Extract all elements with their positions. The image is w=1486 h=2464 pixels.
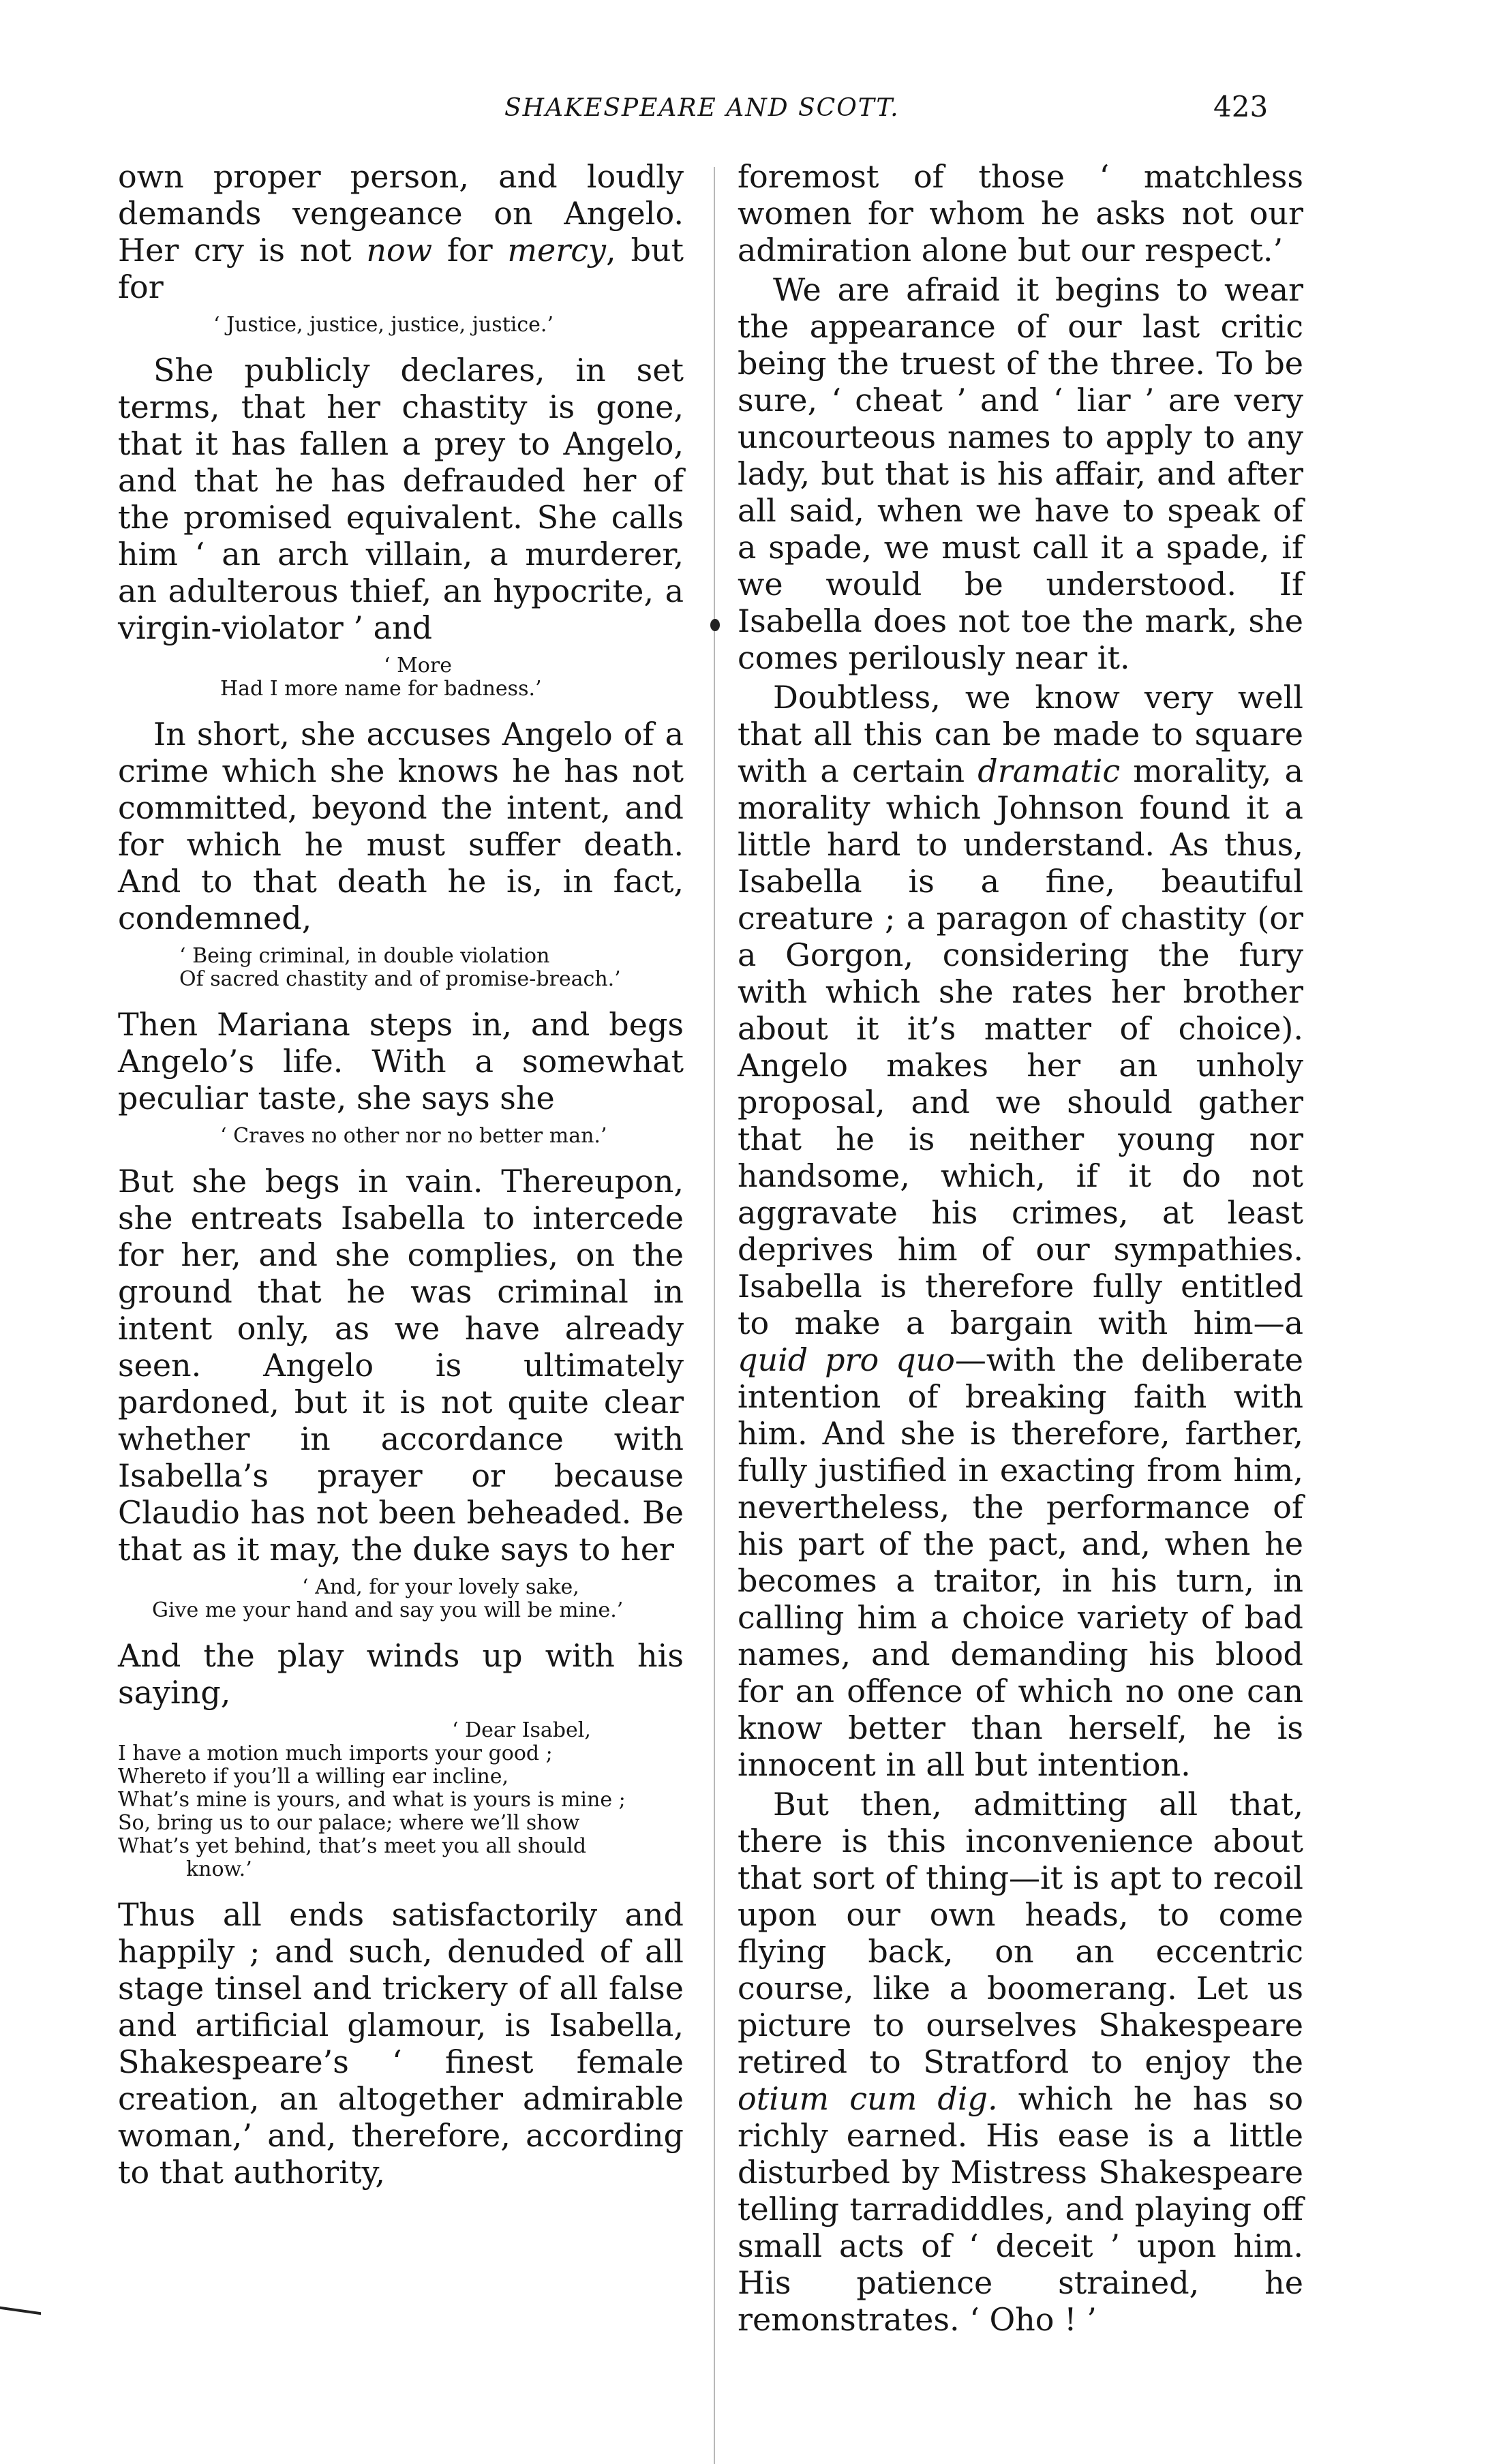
block-quote: ‘ And, for your lovely sake, Give me your hand and say you will be mine.’ [152, 1575, 624, 1622]
paragraph: We are afraid it begins to wear the appearance of our last critic being the truest of the three. To be sure, ‘ cheat ’ and ‘ liar ’ are very uncourteous names to apply to any lady, but that is his affair, and after all said, when we have to speak of a spade, we must call it a spade, if we would be understood. If Isabella does not toe the mark, she comes perilously near it. [738, 271, 1303, 676]
paragraph: Doubtless, we know very well that all this can be made to square with a certain dramatic morality, a morality which Johnson found it a little hard to understand. As thus, Isabella is a fine, beautiful creature ; a paragon of chastity (or a Gorgon, considering the fury with which she rates her brother about it it’s matter of choice). Angelo makes her an unholy proposal, and we should gather that he is neither young nor handsome, which, if it do not aggravate his crimes, at least deprives him of our sympathies. Isabella is therefore fully entitled to make a bargain with him—a quid pro quo—with the deliberate intention of breaking faith with him. And she is therefore, farther, fully justified in exacting from him, nevertheless, the performance of his part of the pact, and, when he becomes a traitor, in his turn, in calling him a choice variety of bad names, and demanding his blood for an offence of which no one can know better than herself, he is innocent in all but intention. [738, 679, 1303, 1783]
ink-mark [710, 619, 720, 631]
paragraph: own proper person, and loudly demands vengeance on Angelo. Her cry is not now for mercy, but for [118, 158, 684, 305]
page-corner-mark [0, 2300, 41, 2315]
paragraph: But she begs in vain. Thereupon, she entreats Isabella to intercede for her, and she complies, on the ground that he was criminal in intent only, as we have already seen. Angelo is ultimately pardoned, but it is not quite clear whether in accordance with Isabella’s prayer or because Claudio has not been beheaded. Be that as it may, the duke says to her [118, 1163, 684, 1568]
paragraph: foremost of those ‘ matchless women for whom he asks not our admiration alone but our respect.’ [738, 158, 1303, 269]
paragraph: Then Mariana steps in, and begs Angelo’s life. With a somewhat peculiar taste, she says she [118, 1006, 684, 1116]
paragraph: But then, admitting all that, there is this inconvenience about that sort of thing—it is apt to recoil upon our own heads, to come flying back, on an eccentric course, like a boomerang. Let us picture to ourselves Shakespeare retired to Stratford to enjoy the otium cum dig. which he has so richly earned. His ease is a little disturbed by Mistress Shakespeare telling tarradiddles, and playing off small acts of ‘ deceit ’ upon him. His patience strained, he remonstrates. ‘ Oho ! ’ [738, 1786, 1303, 2338]
block-quote: ‘ Craves no other nor no better man.’ [220, 1124, 607, 1148]
block-quote: ‘ More Had I more name for badness.’ [220, 654, 542, 701]
page-number: 423 [1213, 90, 1269, 123]
paragraph: In short, she accuses Angelo of a crime which she knows he has not committed, beyond the intent, and for which he must suffer death. And to that death he is, in fact, condemned, [118, 716, 684, 937]
block-quote: ‘ Justice, justice, justice, justice.’ [213, 313, 554, 337]
paragraph: She publicly declares, in set terms, that her chastity is gone, that it has fallen a prey to Angelo, and that he has defrauded her of the promised equivalent. She calls him ‘ an arch villain, a murderer, an adulterous thief, an hypocrite, a virgin-violator ’ and [118, 352, 684, 646]
running-title: SHAKESPEARE AND SCOTT. [504, 94, 900, 122]
column-divider [714, 167, 715, 2464]
paragraph: Thus all ends satisfactorily and happily ; and such, denuded of all stage tinsel and trickery of all false and artificial glamour, is Isabella, Shakespeare’s ‘ finest female creation, an altogether admirable woman,’ and, therefore, according to that authority, [118, 1896, 684, 2191]
block-quote: ‘ Dear Isabel, I have a motion much imports your good ; Whereto if you’ll a willing ear incline, What’s mine is yours, and what is yours is mine ; So, bring us to our palace; where we’ll show What’s yet behind, that’s meet you all should know.’ [118, 1718, 626, 1881]
paragraph: And the play winds up with his saying, [118, 1637, 684, 1711]
right-column [738, 158, 1303, 2341]
block-quote: ‘ Being criminal, in double violation Of sacred chastity and of promise-breach.’ [179, 944, 621, 991]
left-column [118, 158, 684, 2193]
